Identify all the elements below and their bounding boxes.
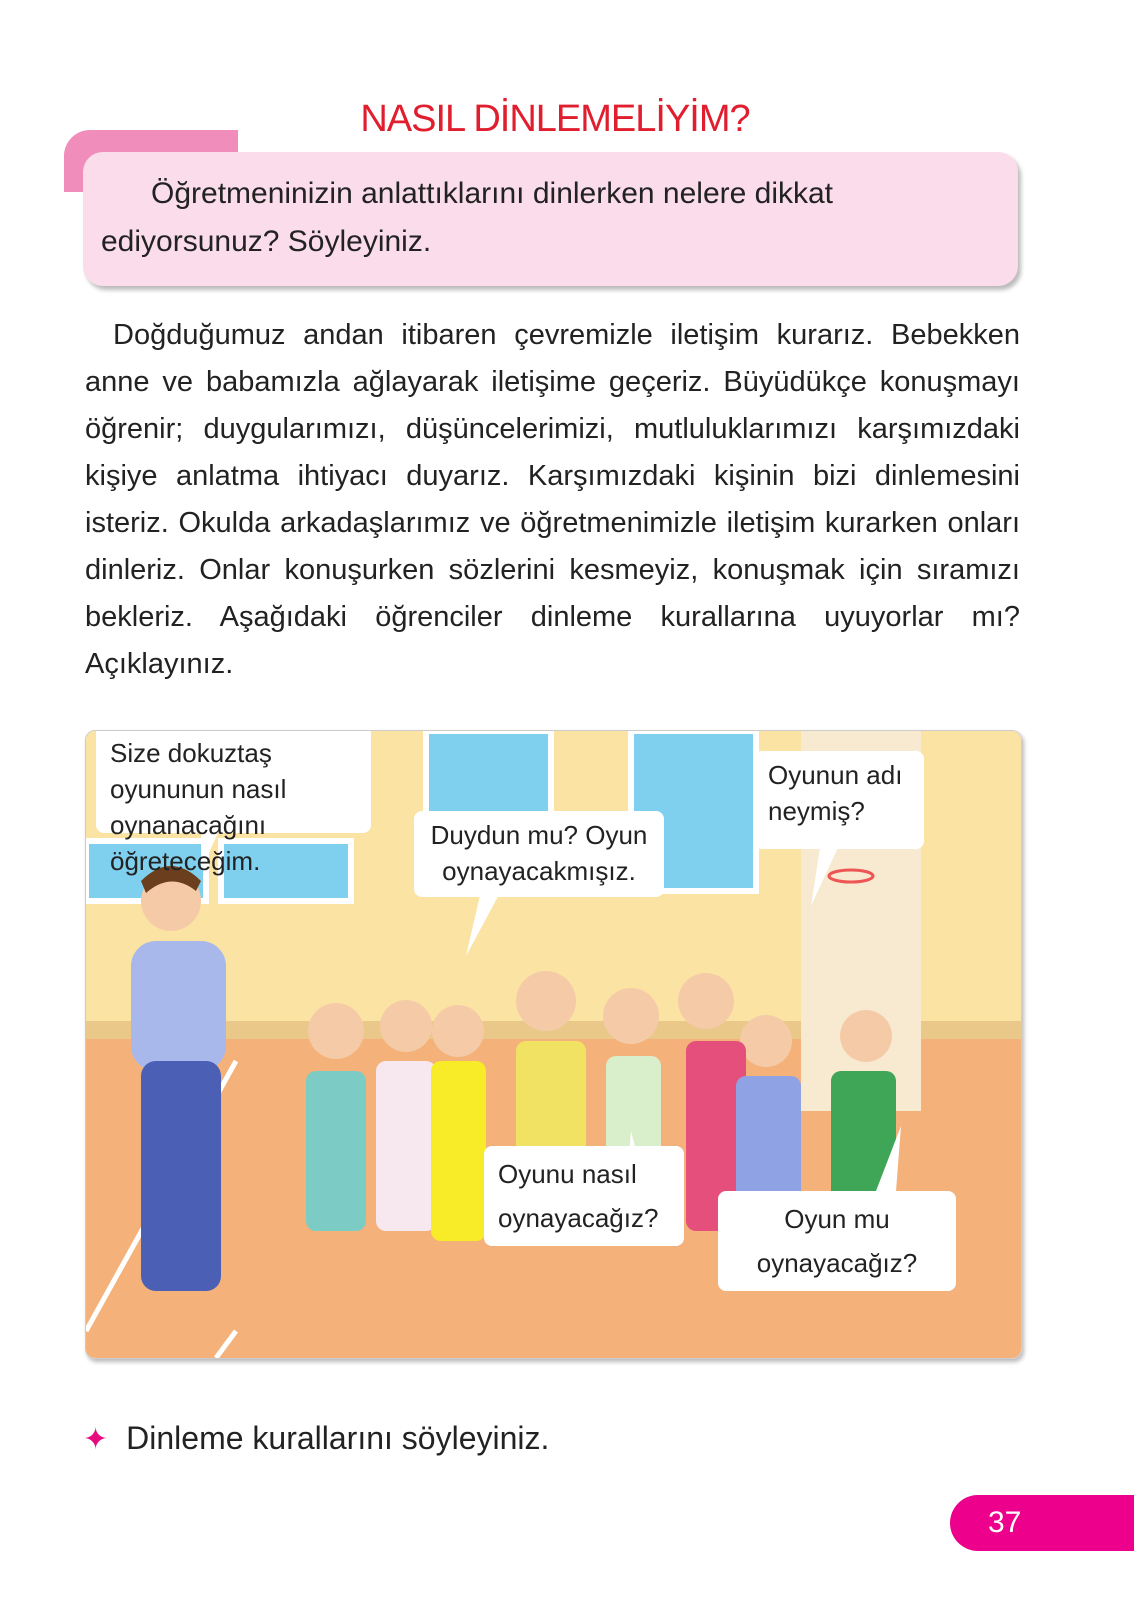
speech-bubble-student-2: Oyunun adı neymiş? bbox=[754, 751, 924, 849]
speech-bubble-student-1: Duydun mu? Oyun oynayacakmışız. bbox=[414, 811, 664, 897]
question-text: Öğretmeninizin anlattıklarını dinlerken nelere dikkat ediyorsunuz? Söyleyiniz. bbox=[101, 177, 834, 258]
question-box bbox=[83, 152, 1018, 286]
body-paragraph: Doğduğumuz andan itibaren çevremizle iletişim kurarız. Bebekken anne ve babamızla ağlayarak iletişime geçeriz. Büyüdükçe konuşmayı öğrenir; duygularımızı, düşüncelerimizi, mutluluklarımızı karşımızdaki kişiye anlatma ihtiyacı duyarız. Karşımızdaki kişinin bizi dinlemesini isteriz. Okulda arkadaşlarımız ve öğretmenimizle iletişim kurarken onları dinleriz. Onlar konuşurken sözlerini kesmeyiz, konuşmak için sıramızı bekleriz. Aşağıdaki öğrenciler dinleme kurallarına uyuyorlar mı? Açıklayınız. bbox=[85, 319, 1020, 680]
classroom-illustration bbox=[85, 730, 1022, 1359]
star-bullet-icon: ✦ bbox=[83, 1423, 109, 1456]
task-text: Dinleme kurallarını söyleyiniz. bbox=[126, 1420, 550, 1456]
page-number: 37 bbox=[950, 1495, 1134, 1551]
speech-bubble-student-4: Oyun mu oynayacağız? bbox=[718, 1191, 956, 1291]
page-title: NASIL DİNLEMELİYİM? bbox=[360, 98, 750, 140]
task-item bbox=[83, 1420, 549, 1457]
speech-bubble-student-3: Oyunu nasıl oynayacağız? bbox=[484, 1146, 684, 1246]
speech-bubble-teacher: Size dokuztaş oyununun nasıl oynanacağını öğreteceğim. bbox=[96, 730, 371, 833]
